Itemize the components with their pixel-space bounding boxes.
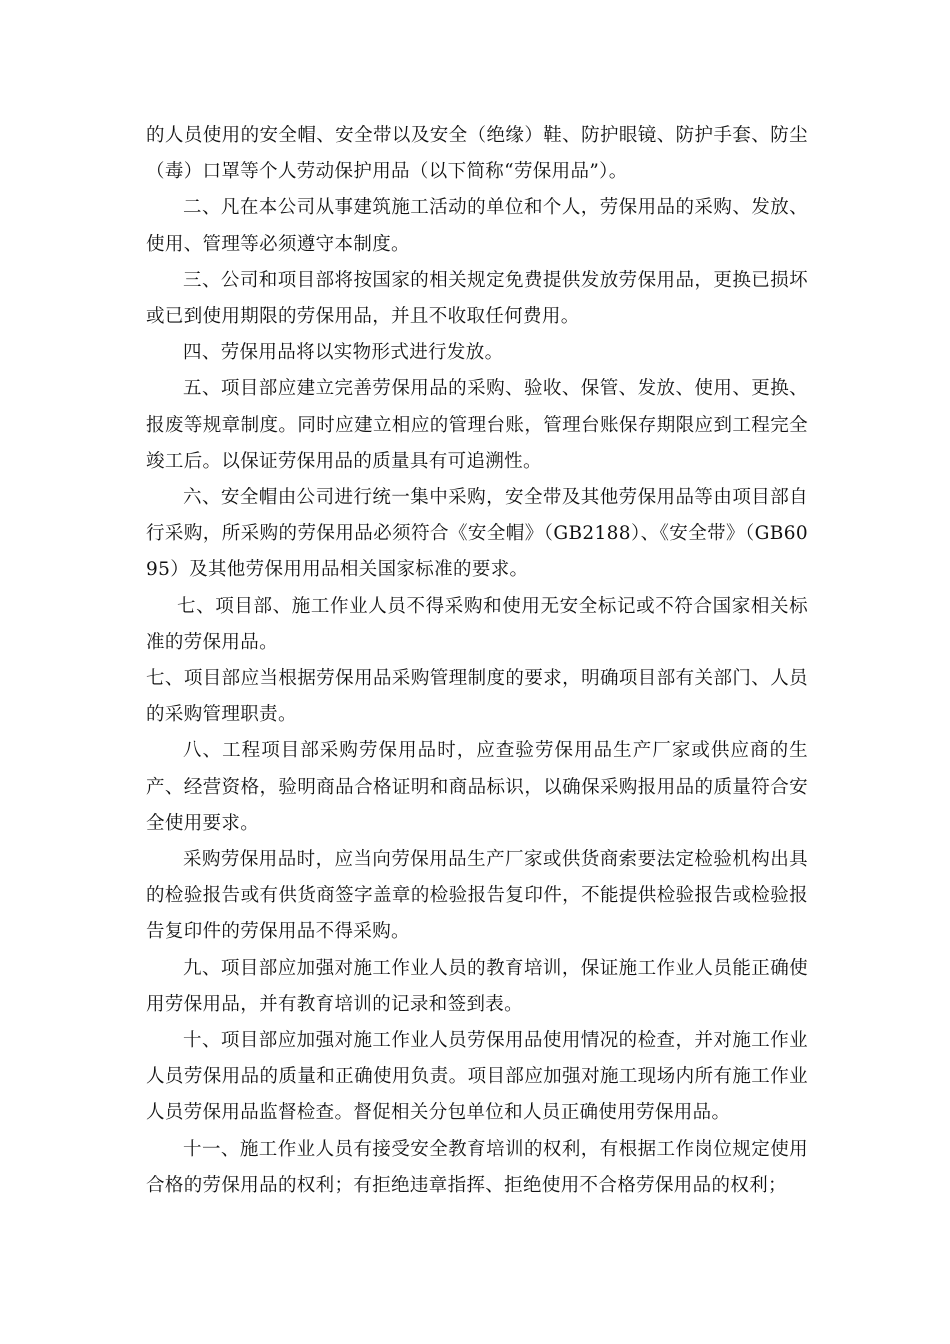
paragraph-continuation: 的人员使用的安全帽、安全带以及安全（绝缘）鞋、防护眼镜、防护手套、防尘（毒）口罩等个人劳动保护用品（以下简称“劳保用品”）。 — [146, 125, 808, 183]
paragraph-clause-8: 八、工程项目部采购劳保用品时，应查验劳保用品生产厂家或供应商的生产、经营资格，验明商品合格证明和商品标识，以确保采购报用品的质量符合安全使用要求。 — [146, 740, 808, 834]
paragraph-clause-7a: 七、项目部、施工作业人员不得采购和使用无安全标记或不符合国家相关标准的劳保用品。 — [146, 595, 808, 653]
paragraph-clause-3: 三、公司和项目部将按国家的相关规定免费提供发放劳保用品，更换已损坏或已到使用期限的劳保用品，并且不收取任何费用。 — [146, 269, 808, 328]
paragraph-clause-4: 四、劳保用品将以实物形式进行发放。 — [183, 342, 504, 364]
paragraph-clause-6: 六、安全帽由公司进行统一集中采购，安全带及其他劳保用品等由项目部自行采购，所采购的劳保用品必须符合《安全帽》（GB2188）、《安全带》（GB6095）及其他劳保用用品相关国家标准的要求。 — [146, 487, 808, 581]
paragraph-clause-2: 二、凡在本公司从事建筑施工活动的单位和个人，劳保用品的采购、发放、使用、管理等必须遵守本制度。 — [146, 197, 808, 255]
document-body — [146, 118, 808, 1204]
paragraph-clause-7b: 七、项目部应当根据劳保用品采购管理制度的要求，明确项目部有关部门、人员的采购管理职责。 — [146, 668, 808, 726]
paragraph-clause-9: 九、项目部应加强对施工作业人员的教育培训，保证施工作业人员能正确使用劳保用品，并有教育培训的记录和签到表。 — [146, 957, 808, 1015]
paragraph-clause-10: 十、项目部应加强对施工作业人员劳保用品使用情况的检查，并对施工作业人员劳保用品的质量和正确使用负责。项目部应加强对施工现场内所有施工作业人员劳保用品监督检查。督促相关分包单位和人员正确使用劳保用品。 — [146, 1030, 808, 1124]
paragraph-clause-5: 五、项目部应建立完善劳保用品的采购、验收、保管、发放、使用、更换、报废等规章制度。同时应建立相应的管理台账，管理台账保存期限应到工程完全竣工后。以保证劳保用品的质量具有可追溯性。 — [146, 378, 808, 472]
paragraph-clause-8-procurement: 采购劳保用品时，应当向劳保用品生产厂家或供货商索要法定检验机构出具的检验报告或有供货商签字盖章的检验报告复印件，不能提供检验报告或检验报告复印件的劳保用品不得采购。 — [146, 849, 808, 943]
paragraph-clause-11: 十一、施工作业人员有接受安全教育培训的权利，有根据工作岗位规定使用合格的劳保用品的权利；有拒绝违章指挥、拒绝使用不合格劳保用品的权利； — [146, 1138, 808, 1196]
